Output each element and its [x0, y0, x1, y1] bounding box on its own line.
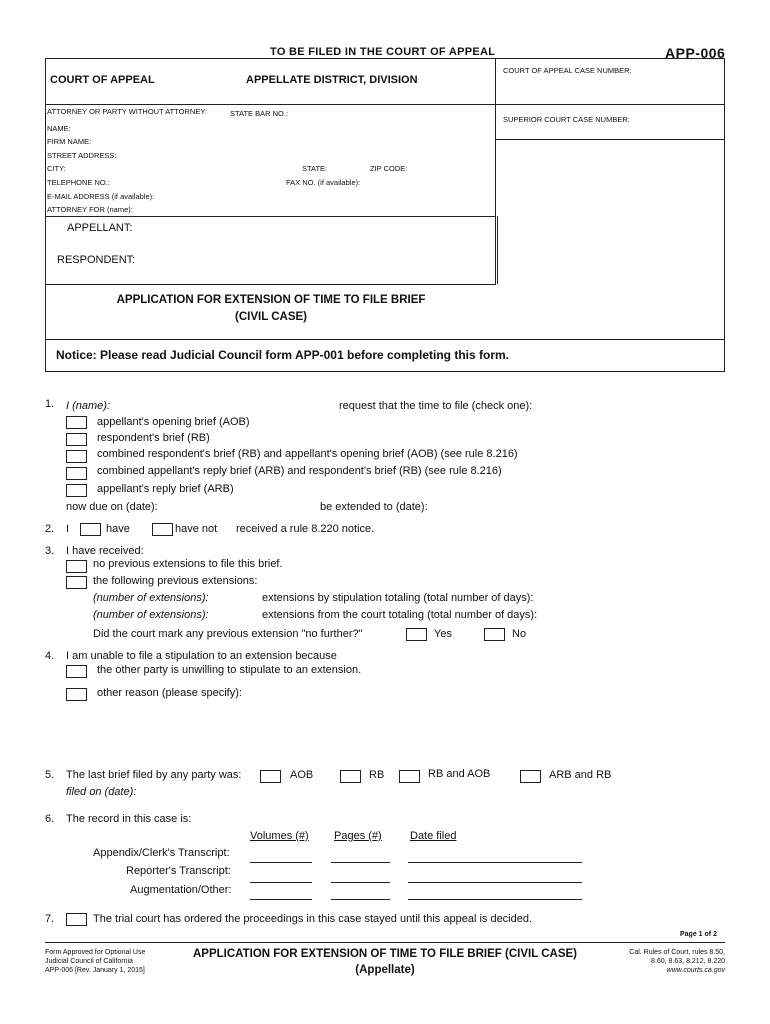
- appellant-label: APPELLANT:: [67, 222, 133, 234]
- item4-unable-label: I am unable to file a stipulation to an extension because: [66, 650, 337, 662]
- no-further-question: Did the court mark any previous extension "no further?": [93, 628, 363, 640]
- date-filed-header: Date filed: [410, 830, 457, 842]
- rb-aob-checkbox[interactable]: [66, 450, 87, 463]
- arb-option-label: appellant's reply brief (ARB): [97, 483, 234, 495]
- item2-i-label: I: [66, 523, 70, 535]
- filed-on-label: filed on (date):: [66, 786, 137, 798]
- stay-checkbox[interactable]: [66, 913, 87, 926]
- last-rb-label: RB: [369, 769, 385, 781]
- filed-in-heading: TO BE FILED IN THE COURT OF APPEAL: [270, 46, 496, 58]
- last-rb-checkbox[interactable]: [340, 770, 361, 783]
- num-extensions-label-1: (number of extensions):: [93, 592, 209, 604]
- extended-to-label: be extended to (date):: [320, 501, 428, 513]
- street-label: STREET ADDRESS:: [47, 151, 117, 160]
- rules-line2: 8.60, 8.63, 8.212, 8.220: [651, 958, 725, 965]
- item7-number: 7.: [45, 913, 55, 925]
- item6-number: 6.: [45, 813, 55, 825]
- arb-checkbox[interactable]: [66, 484, 87, 497]
- item1-name-label: I (name):: [66, 400, 111, 412]
- have-not-label: have not: [175, 523, 218, 535]
- no-previous-label: no previous extensions to file this brief.: [93, 558, 283, 570]
- firm-label: FIRM NAME:: [47, 137, 92, 146]
- aob-checkbox[interactable]: [66, 416, 87, 429]
- respondent-label: RESPONDENT:: [57, 254, 136, 266]
- rb-aob-option-label: combined respondent's brief (RB) and appellant's opening brief (AOB) (see rule 8.216): [97, 448, 518, 460]
- page-number: Page 1 of 2: [680, 931, 717, 938]
- no-label: No: [512, 628, 527, 640]
- no-previous-checkbox[interactable]: [66, 560, 87, 573]
- state-bar-label: STATE BAR NO.:: [230, 109, 289, 118]
- footer-title-line1: APPLICATION FOR EXTENSION OF TIME TO FILE BRIEF (CIVIL CASE): [193, 948, 577, 960]
- augmentation-pages-field[interactable]: [331, 899, 390, 900]
- appendix-pages-field[interactable]: [331, 862, 390, 863]
- court-extensions-label: extensions from the court totaling (total number of days):: [262, 609, 538, 621]
- last-arb-rb-checkbox[interactable]: [520, 770, 541, 783]
- rule-notice-label: received a rule 8.220 notice.: [236, 523, 375, 535]
- augmentation-row-label: Augmentation/Other:: [130, 884, 232, 896]
- attorney-for-label: ATTORNEY FOR (name):: [47, 205, 133, 214]
- reporter-pages-field[interactable]: [331, 882, 390, 883]
- courts-website: www.courts.ca.gov: [666, 967, 725, 974]
- reporter-volumes-field[interactable]: [250, 882, 312, 883]
- item4-number: 4.: [45, 650, 55, 662]
- now-due-label: now due on (date):: [66, 501, 158, 513]
- yes-label: Yes: [434, 628, 452, 640]
- reporter-row-label: Reporter's Transcript:: [126, 865, 231, 877]
- form-title-line1: APPLICATION FOR EXTENSION OF TIME TO FILE BRIEF: [116, 294, 426, 306]
- rb-option-label: respondent's brief (RB): [97, 432, 210, 444]
- name-label: NAME:: [47, 124, 71, 133]
- augmentation-date-field[interactable]: [408, 899, 582, 900]
- superior-case-number-label: SUPERIOR COURT CASE NUMBER:: [503, 115, 630, 124]
- unwilling-label: the other party is unwilling to stipulate to an extension.: [97, 664, 362, 676]
- augmentation-volumes-field[interactable]: [250, 899, 312, 900]
- aob-option-label: appellant's opening brief (AOB): [97, 416, 250, 428]
- last-arb-rb-label: ARB and RB: [549, 769, 612, 781]
- appendix-date-field[interactable]: [408, 862, 582, 863]
- previous-extensions-label: the following previous extensions:: [93, 575, 258, 587]
- stipulation-label: extensions by stipulation totaling (total number of days):: [262, 592, 534, 604]
- have-label: have: [106, 523, 130, 535]
- court-of-appeal-label: COURT OF APPEAL: [50, 74, 155, 86]
- pages-header: Pages (#): [334, 830, 382, 842]
- yes-checkbox[interactable]: [406, 628, 427, 641]
- record-label: The record in this case is:: [66, 813, 192, 825]
- last-rb-aob-label: RB and AOB: [428, 768, 491, 780]
- last-rb-aob-checkbox[interactable]: [399, 770, 420, 783]
- zip-label: ZIP CODE:: [370, 164, 408, 173]
- unwilling-checkbox[interactable]: [66, 665, 87, 678]
- other-reason-checkbox[interactable]: [66, 688, 87, 701]
- form-number: APP-006: [665, 45, 726, 61]
- volumes-header: Volumes (#): [250, 830, 309, 842]
- stay-label: The trial court has ordered the proceedings in this case stayed until this appeal is decided.: [93, 913, 533, 925]
- other-reason-label: other reason (please specify):: [97, 687, 242, 699]
- previous-extensions-checkbox[interactable]: [66, 576, 87, 589]
- appendix-volumes-field[interactable]: [250, 862, 312, 863]
- appellate-district-label: APPELLATE DISTRICT, DIVISION: [246, 74, 418, 86]
- form-title-line2: (CIVIL CASE): [235, 311, 307, 323]
- city-label: CITY:: [47, 164, 66, 173]
- approved-line3: APP-006 [Rev. January 1, 2015]: [45, 967, 145, 974]
- appendix-row-label: Appendix/Clerk's Transcript:: [93, 847, 230, 859]
- reporter-date-field[interactable]: [408, 882, 582, 883]
- num-extensions-label-2: (number of extensions):: [93, 609, 209, 621]
- telephone-label: TELEPHONE NO.:: [47, 178, 110, 187]
- footer-title-line2: (Appellate): [355, 964, 415, 976]
- rb-checkbox[interactable]: [66, 433, 87, 446]
- have-not-checkbox[interactable]: [152, 523, 173, 536]
- item1-request-label: request that the time to file (check one):: [339, 400, 533, 412]
- notice-text: Notice: Please read Judicial Council form APP-001 before completing this form.: [56, 348, 509, 362]
- rules-line1: Cal. Rules of Court, rules 8.50,: [629, 949, 725, 956]
- last-aob-checkbox[interactable]: [260, 770, 281, 783]
- email-label: E-MAIL ADDRESS (if available):: [47, 192, 155, 201]
- court-case-number-label: COURT OF APPEAL CASE NUMBER:: [503, 66, 632, 75]
- item1-number: 1.: [45, 398, 55, 410]
- no-checkbox[interactable]: [484, 628, 505, 641]
- state-label: STATE:: [302, 164, 328, 173]
- arb-rb-option-label: combined appellant's reply brief (ARB) and respondent's brief (RB) (see rule 8.216): [97, 465, 502, 477]
- arb-rb-checkbox[interactable]: [66, 467, 87, 480]
- approved-line2: Judicial Council of California: [45, 958, 133, 965]
- item3-number: 3.: [45, 545, 55, 557]
- last-aob-label: AOB: [290, 769, 314, 781]
- attorney-heading: ATTORNEY OR PARTY WITHOUT ATTORNEY:: [47, 107, 208, 116]
- approved-line1: Form Approved for Optional Use: [45, 949, 146, 956]
- item2-number: 2.: [45, 523, 55, 535]
- item3-received-label: I have received:: [66, 545, 144, 557]
- last-brief-label: The last brief filed by any party was:: [66, 769, 242, 781]
- fax-label: FAX NO. (if available):: [286, 178, 361, 187]
- have-checkbox[interactable]: [80, 523, 101, 536]
- item5-number: 5.: [45, 769, 55, 781]
